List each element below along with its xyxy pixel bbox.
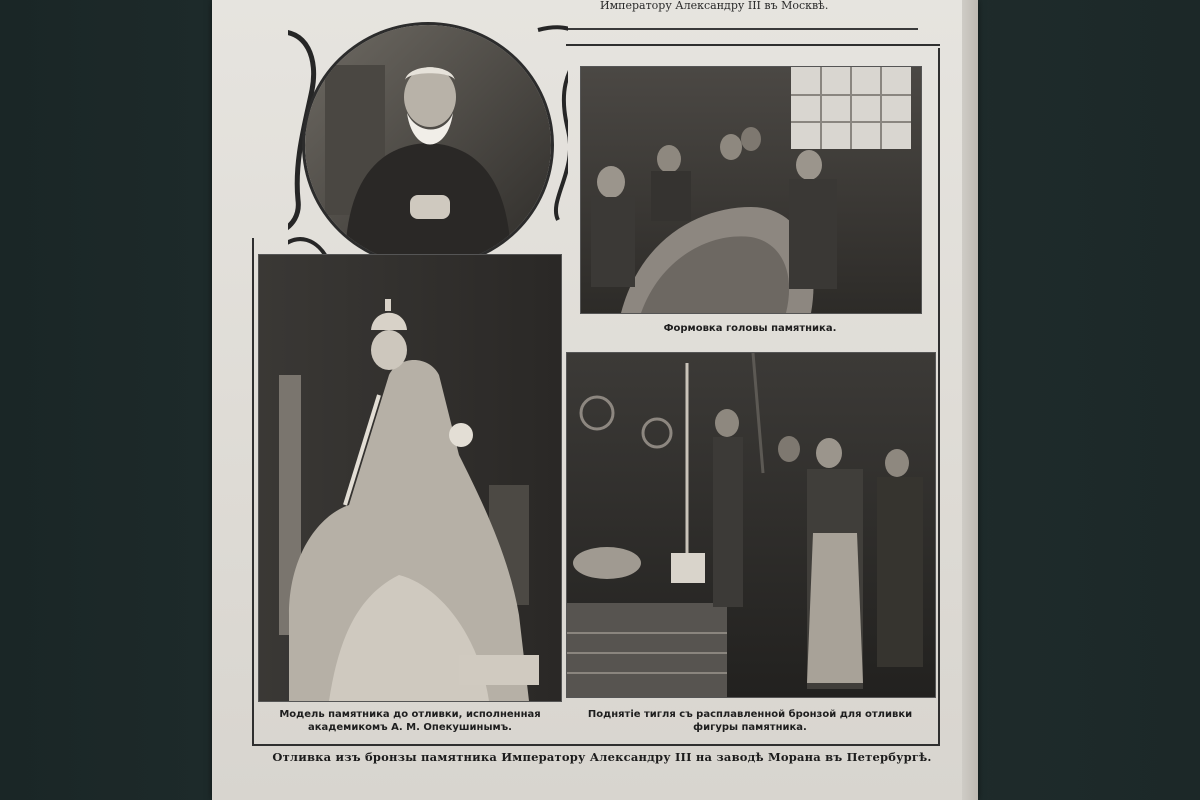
workshop-caption: Формовка головы памятника. bbox=[663, 323, 837, 334]
frame-right-line bbox=[938, 48, 940, 746]
workshop-photo bbox=[580, 66, 922, 314]
page-header-text: Императору Александру III въ Москвѣ. bbox=[600, 0, 829, 12]
foundry-caption-line2: фигуры памятника. bbox=[693, 722, 807, 733]
statue-photo bbox=[258, 254, 562, 702]
frame-top-line bbox=[566, 44, 940, 46]
foundry-caption-line1: Поднятіе тигля съ расплавленной бронзой для отливки bbox=[587, 709, 913, 720]
statue-caption bbox=[262, 708, 558, 736]
frame-left-line bbox=[252, 238, 254, 746]
foundry-caption bbox=[566, 708, 934, 736]
page-edge bbox=[962, 0, 978, 800]
statue-caption-line2: академикомъ А. М. Опекушинымъ. bbox=[308, 722, 512, 733]
main-caption: Отливка изъ бронзы памятника Императору Александру III на заводѣ Морана въ Петербургѣ. bbox=[272, 750, 932, 764]
foundry-photo bbox=[566, 352, 936, 698]
header-rule bbox=[566, 28, 918, 30]
portrait-photo bbox=[302, 22, 554, 268]
statue-caption-line1: Модель памятника до отливки, исполненная bbox=[279, 709, 541, 720]
frame-bottom-line bbox=[252, 744, 940, 746]
